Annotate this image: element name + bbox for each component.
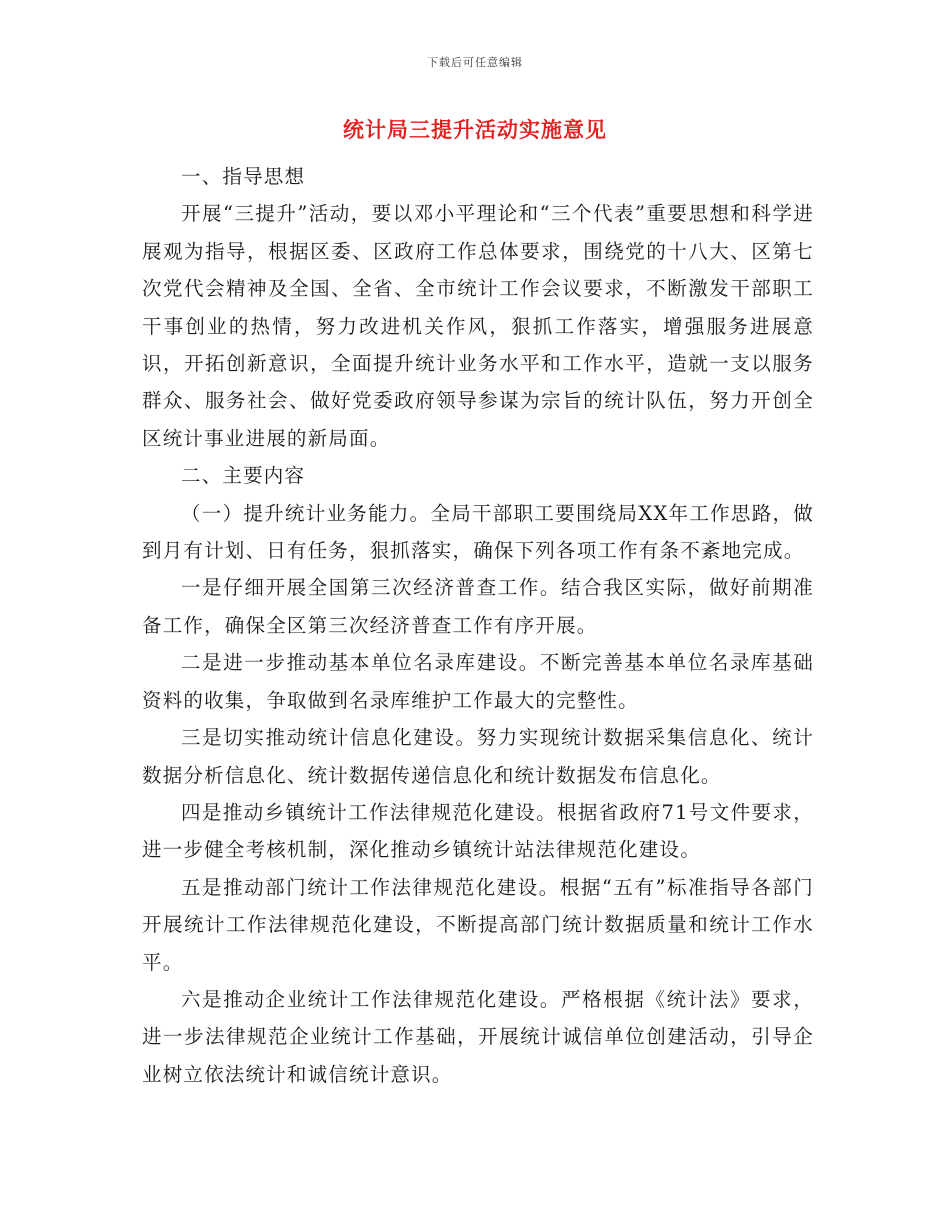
paragraph: 四是推动乡镇统计工作法律规范化建设。根据省政府71号文件要求，进一步健全考核机制，深化推动乡镇统计站法律规范化建设。 bbox=[142, 800, 814, 862]
document-title: 统计局三提升活动实施意见 bbox=[343, 117, 607, 142]
header-note: 下载后可任意编辑 bbox=[427, 56, 523, 69]
section-heading-guiding-ideology: 一、指导思想 bbox=[181, 165, 306, 188]
document-body bbox=[142, 158, 814, 1093]
paragraph: 二是进一步推动基本单位名录库建设。不断完善基本单位名录库基础资料的收集，争取做到名录库维护工作最大的完整性。 bbox=[142, 651, 814, 712]
section-heading-main-content: 二、主要内容 bbox=[181, 464, 306, 488]
paragraph: 五是推动部门统计工作法律规范化建设。根据“五有”标准指导各部门开展统计工作法律规范化建设，不断提高部门统计数据质量和统计工作水平。 bbox=[142, 875, 814, 974]
paragraph: 三是切实推动统计信息化建设。努力实现统计数据采集信息化、统计数据分析信息化、统计数据传递信息化和统计数据发布信息化。 bbox=[142, 726, 814, 787]
paragraph: （一）提升统计业务能力。全局干部职工要围绕局XX年工作思路，做到月有计划、日有任务，狠抓落实，确保下列各项工作有条不紊地完成。 bbox=[142, 501, 814, 563]
paragraph: 六是推动企业统计工作法律规范化建设。严格根据《统计法》要求，进一步法律规范企业统计工作基础，开展统计诚信单位创建活动，引导企业树立依法统计和诚信统计意识。 bbox=[142, 987, 814, 1086]
paragraph: 开展“三提升”活动，要以邓小平理论和“三个代表”重要思想和科学进展观为指导，根据区委、区政府工作总体要求，围绕党的十八大、区第七次党代会精神及全国、全省、全市统计工作会议要求，不断激发干部职工干事创业的热情，努力改进机关作风，狠抓工作落实，增强服务进展意识，开拓创新意识，全面提升统计业务水平和工作水平，造就一支以服务群众、服务社会、做好党委政府领导参谋为宗旨的统计队伍，努力开创全区统计事业进展的新局面。 bbox=[142, 202, 814, 450]
paragraph: 一是仔细开展全国第三次经济普查工作。结合我区实际，做好前期准备工作，确保全区第三次经济普查工作有序开展。 bbox=[142, 576, 814, 637]
